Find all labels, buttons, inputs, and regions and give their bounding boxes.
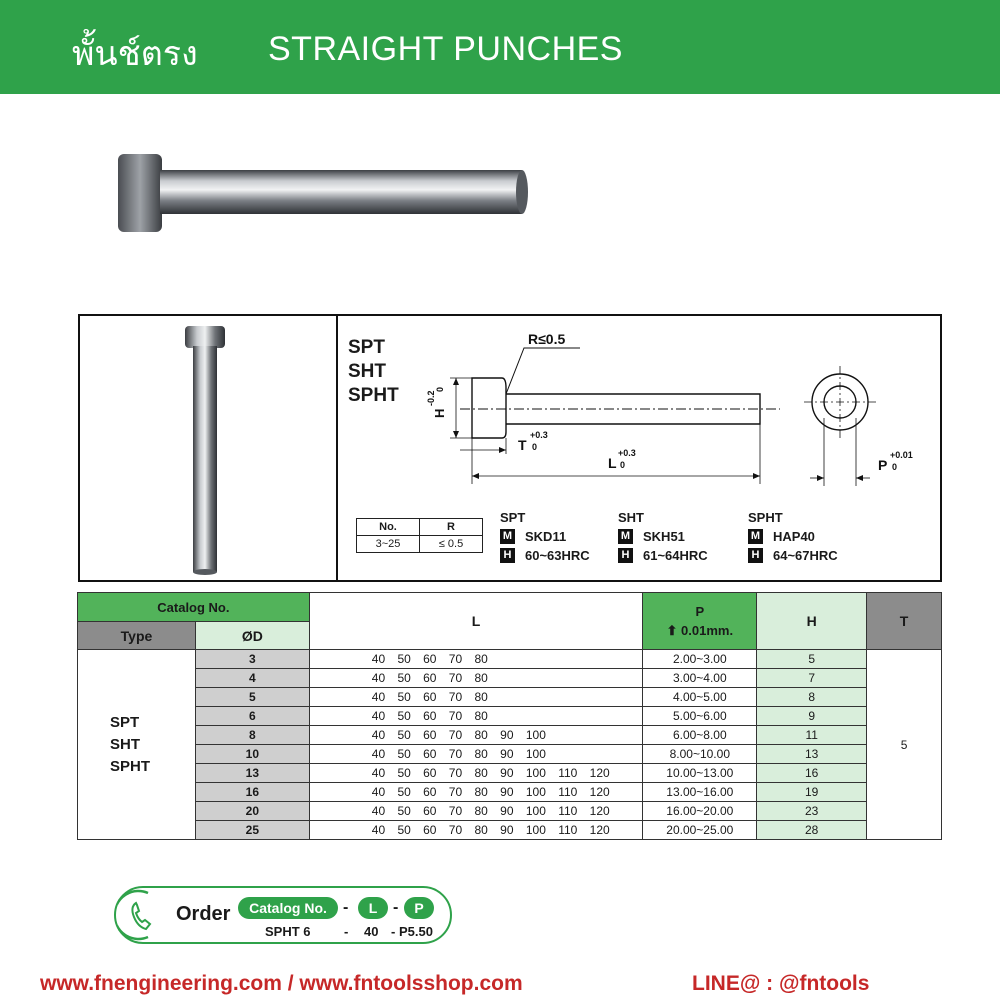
p-range-cell: 6.00~8.00 — [643, 726, 757, 745]
table-row — [78, 821, 942, 840]
hardness-badge-icon: H — [748, 548, 763, 563]
dash-1: - — [343, 899, 349, 916]
dash-2: - — [393, 899, 399, 916]
table-row — [78, 783, 942, 802]
t-tol-top: +0.3 — [530, 430, 548, 440]
p-range-cell: 2.00~3.00 — [643, 650, 757, 669]
h-cell: 7 — [757, 669, 867, 688]
spec-box — [78, 314, 942, 582]
material-name: SKD11 — [525, 529, 567, 544]
length-cell: 40 50 60 70 80 90 100 110 120 — [309, 764, 643, 783]
t-value-cell: 5 — [867, 650, 942, 840]
material-badge-icon: M — [618, 529, 633, 544]
phone-icon — [118, 889, 166, 941]
h-label: H — [432, 408, 447, 418]
example-l: 40 — [364, 924, 379, 939]
example-dash-1: - — [344, 924, 349, 939]
hardness-value: 64~67HRC — [773, 548, 838, 563]
h-cell: 28 — [757, 821, 867, 840]
table-row — [78, 650, 942, 669]
h-cell: 16 — [757, 764, 867, 783]
length-cell: 40 50 60 70 80 — [309, 688, 643, 707]
header-p-label: P — [695, 603, 705, 619]
h-cell: 19 — [757, 783, 867, 802]
table-row — [78, 745, 942, 764]
table-row — [78, 802, 942, 821]
title-english: STRAIGHT PUNCHES — [268, 30, 623, 68]
h-cell: 9 — [757, 707, 867, 726]
p-range-cell: 13.00~16.00 — [643, 783, 757, 802]
header-t: T — [867, 593, 942, 650]
diameter-cell: 10 — [195, 745, 309, 764]
material-sht — [618, 510, 708, 563]
length-cell: 40 50 60 70 80 90 100 110 120 — [309, 802, 643, 821]
length-cell: 40 50 60 70 80 90 100 — [309, 726, 643, 745]
code-sht: SHT — [348, 361, 386, 382]
length-cell: 40 50 60 70 80 90 100 — [309, 745, 643, 764]
radius-label: R≤0.5 — [528, 331, 566, 347]
hardness-value: 61~64HRC — [643, 548, 708, 563]
order-label: Order — [176, 903, 231, 925]
code-spt: SPT — [348, 337, 385, 358]
p-range-cell: 20.00~25.00 — [643, 821, 757, 840]
diameter-cell: 13 — [195, 764, 309, 783]
p-range-cell: 3.00~4.00 — [643, 669, 757, 688]
header-p — [643, 593, 757, 650]
type-line: SPT — [110, 713, 140, 731]
p-label: P — [878, 457, 888, 473]
material-code: SPHT — [748, 510, 783, 525]
pill-catalog-no: Catalog No. — [238, 897, 338, 919]
length-cell: 40 50 60 70 80 — [309, 650, 643, 669]
header-d: ØD — [195, 622, 309, 650]
diameter-cell: 8 — [195, 726, 309, 745]
type-cell — [78, 650, 196, 840]
product-photo — [118, 150, 528, 234]
footer-websites[interactable]: www.fnengineering.com / www.fntoolsshop.com — [40, 972, 523, 995]
table-row — [78, 669, 942, 688]
header-l: L — [309, 593, 643, 650]
hardness-badge-icon: H — [618, 548, 633, 563]
pill-p: P — [404, 897, 434, 919]
diameter-cell: 6 — [195, 707, 309, 726]
diameter-cell: 4 — [195, 669, 309, 688]
type-line: SHT — [110, 735, 140, 753]
h-cell: 13 — [757, 745, 867, 764]
code-spht: SPHT — [348, 385, 399, 406]
table-row — [78, 707, 942, 726]
radius-table — [356, 518, 483, 553]
material-badge-icon: M — [748, 529, 763, 544]
material-spht — [748, 510, 838, 563]
p-range-cell: 16.00~20.00 — [643, 802, 757, 821]
t-tol-bottom: 0 — [532, 442, 538, 452]
hardness-value: 60~63HRC — [525, 548, 590, 563]
type-line: SPHT — [110, 757, 151, 775]
footer-line-id[interactable]: LINE@ : @fntools — [692, 972, 870, 995]
hardness-badge-icon: H — [500, 548, 515, 563]
up-arrow-icon: ⬆ — [666, 622, 678, 638]
table-row — [78, 688, 942, 707]
diameter-cell: 16 — [195, 783, 309, 802]
p-tol-top: +0.01 — [890, 450, 913, 460]
title-thai: พั้นช์ตรง — [72, 34, 198, 74]
t-label: T — [518, 437, 527, 453]
diameter-cell: 20 — [195, 802, 309, 821]
p-tol-bottom: 0 — [892, 462, 898, 472]
header-type: Type — [78, 622, 196, 650]
material-spt — [500, 510, 590, 563]
h-cell: 8 — [757, 688, 867, 707]
header-p-unit: 0.01mm. — [681, 622, 734, 638]
length-cell: 40 50 60 70 80 90 100 110 120 — [309, 821, 643, 840]
spec-photo-panel — [80, 316, 338, 580]
h-cell: 11 — [757, 726, 867, 745]
catalog-table — [77, 592, 942, 840]
header-catalog-no: Catalog No. — [78, 593, 310, 622]
pill-l: L — [358, 897, 388, 919]
radius-table-header-no: No. — [357, 519, 420, 536]
material-code: SPT — [500, 510, 526, 525]
h-cell: 23 — [757, 802, 867, 821]
length-cell: 40 50 60 70 80 90 100 110 120 — [309, 783, 643, 802]
p-range-cell: 8.00~10.00 — [643, 745, 757, 764]
h-tol-top: 0 — [435, 386, 445, 392]
diameter-cell: 5 — [195, 688, 309, 707]
header-banner — [0, 0, 1000, 94]
radius-table-no: 3~25 — [357, 536, 420, 553]
p-range-cell: 4.00~5.00 — [643, 688, 757, 707]
table-row — [78, 726, 942, 745]
radius-table-header-r: R — [420, 519, 483, 536]
header-h: H — [757, 593, 867, 650]
material-name: SKH51 — [643, 529, 685, 544]
example-dash-2: - — [391, 924, 396, 939]
h-cell: 5 — [757, 650, 867, 669]
material-name: HAP40 — [773, 529, 815, 544]
material-code: SHT — [618, 510, 644, 525]
length-cell: 40 50 60 70 80 — [309, 707, 643, 726]
technical-drawing — [420, 326, 940, 506]
l-label: L — [608, 455, 617, 471]
diameter-cell: 3 — [195, 650, 309, 669]
length-cell: 40 50 60 70 80 — [309, 669, 643, 688]
diameter-cell: 25 — [195, 821, 309, 840]
h-tol-bottom: -0.2 — [426, 390, 436, 406]
material-badge-icon: M — [500, 529, 515, 544]
l-tol-top: +0.3 — [618, 448, 636, 458]
table-row — [78, 764, 942, 783]
example-p: P5.50 — [399, 924, 433, 939]
radius-table-r: ≤ 0.5 — [420, 536, 483, 553]
example-catalog: SPHT 6 — [265, 924, 311, 939]
type-codes — [348, 336, 399, 408]
vertical-punch-photo — [180, 324, 230, 576]
l-tol-bottom: 0 — [620, 460, 626, 470]
p-range-cell: 5.00~6.00 — [643, 707, 757, 726]
p-range-cell: 10.00~13.00 — [643, 764, 757, 783]
